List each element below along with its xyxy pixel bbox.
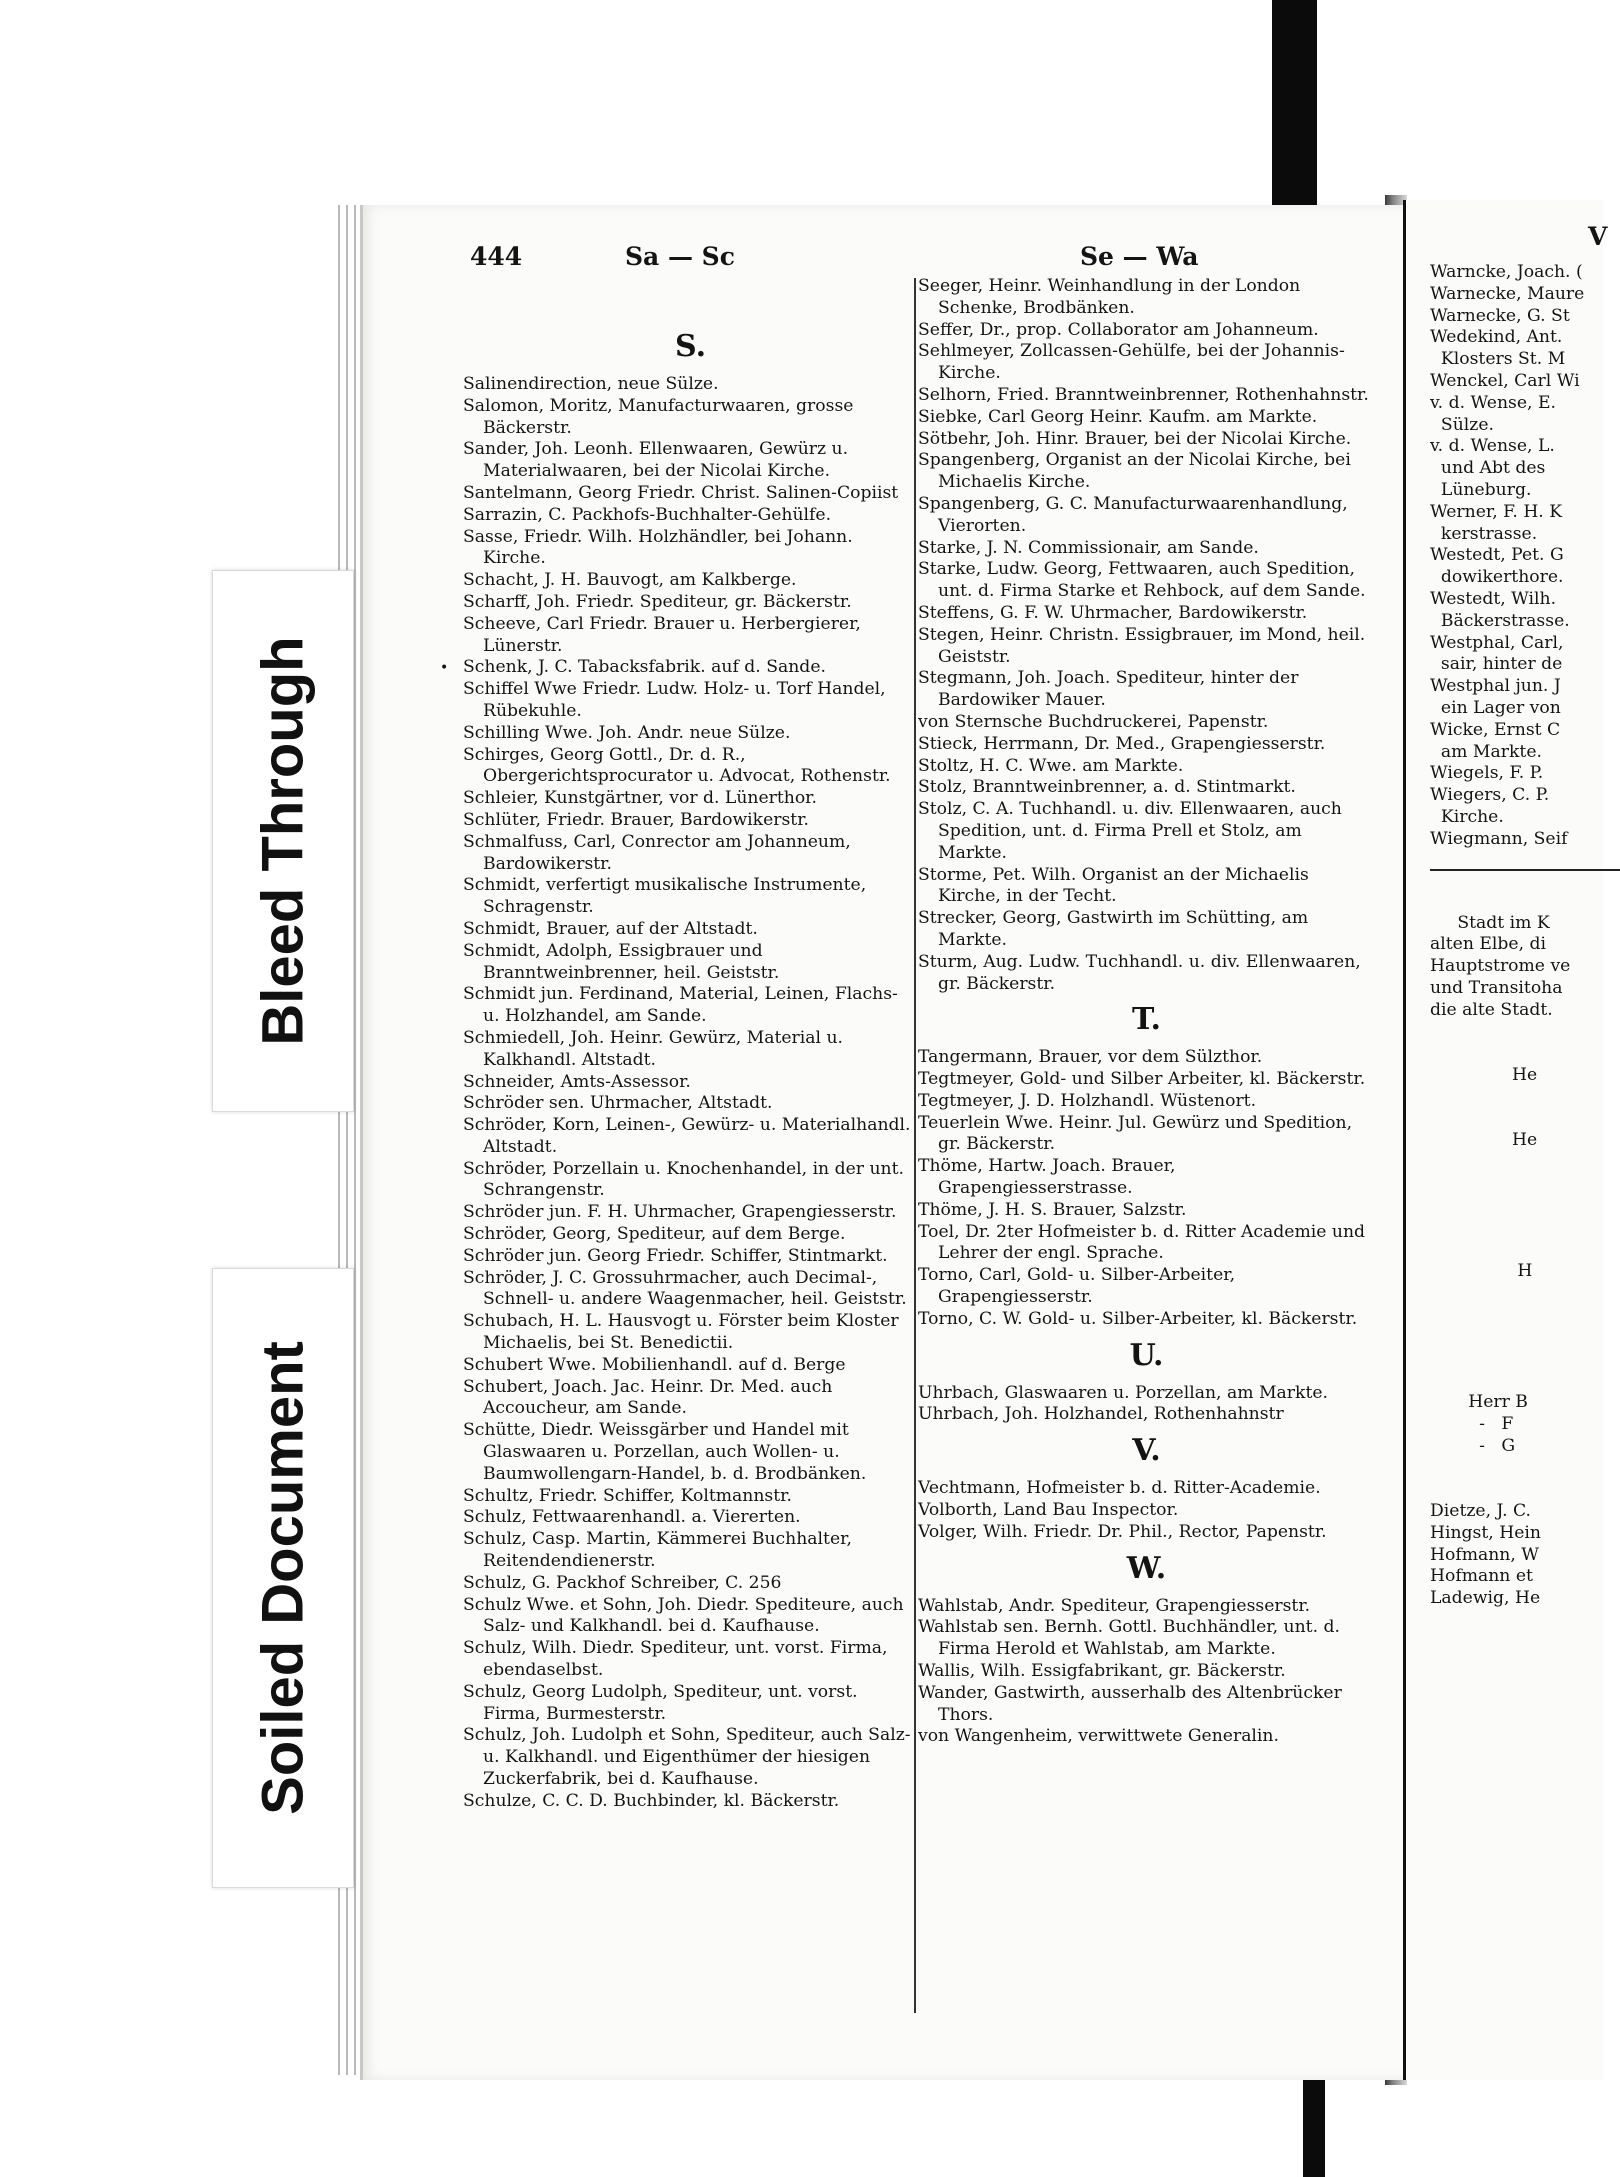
- directory-entry: Schmidt, Adolph, Essigbrauer und Branntweinbrenner, heil. Geiststr.: [463, 940, 780, 983]
- text-fragment: [1430, 1043, 1600, 1065]
- directory-entry-fragment: Wiegers, C. P.: [1430, 785, 1550, 806]
- text-fragment: Hingst, Hein: [1430, 1522, 1541, 1543]
- directory-entry: Stolz, Branntweinbrenner, a. d. Stintmarkt.: [918, 777, 1296, 798]
- directory-entry: Schmidt jun. Ferdinand, Material, Leinen, Flachs- u. Holzhandel, am Sande.: [463, 984, 898, 1027]
- directory-entry: Schilling Wwe. Joh. Andr. neue Sülze.: [463, 722, 791, 743]
- directory-entry: Scharff, Joh. Friedr. Spediteur, gr. Bäckerstr.: [463, 591, 852, 612]
- directory-entry: Schulz, Fettwaarenhandl. a. Viererten.: [463, 1507, 801, 1528]
- directory-entry-fragment: Warnecke, G. St: [1430, 305, 1570, 326]
- text-fragment: [1430, 1152, 1600, 1174]
- directory-entry: Schiffel Wwe Friedr. Ludw. Holz- u. Torf Handel, Rübekuhle.: [463, 679, 886, 721]
- directory-entry: Salomon, Moritz, Manufacturwaaren, grosse Bäckerstr.: [463, 395, 854, 438]
- text-fragment: [1430, 1305, 1600, 1327]
- text-fragment: Stadt im K: [1430, 912, 1550, 933]
- directory-entry-fragment: Westedt, Pet. G: [1430, 545, 1564, 566]
- directory-column-right: [1430, 262, 1600, 1610]
- text-fragment: He: [1430, 1130, 1538, 1151]
- directory-entry-fragment: Klosters St. M: [1430, 349, 1566, 370]
- directory-entry-fragment: v. d. Wense, L.: [1430, 436, 1555, 457]
- directory-entry: Schulz, Georg Ludolph, Spediteur, unt. vorst. Firma, Burmesterstr.: [463, 1681, 858, 1724]
- directory-entry-fragment: v. d. Wense, E.: [1430, 392, 1556, 413]
- directory-entry: Steffens, G. F. W. Uhrmacher, Bardowikerstr.: [918, 602, 1308, 623]
- directory-entry: Schubach, H. L. Hausvogt u. Förster beim Kloster Michaelis, bei St. Benedictii.: [463, 1311, 899, 1354]
- directory-entry-fragment: Wiegmann, Seif: [1430, 828, 1568, 849]
- soiled-document-tag: [212, 1268, 354, 1888]
- directory-entry: Storme, Pet. Wilh. Organist an der Michaelis Kirche, in der Techt.: [918, 864, 1309, 907]
- directory-entry: Uhrbach, Joh. Holzhandel, Rothenhahnstr: [918, 1404, 1284, 1425]
- directory-entry: Sötbehr, Joh. Hinr. Brauer, bei der Nicolai Kirche.: [918, 428, 1352, 449]
- directory-entry: Spangenberg, Organist an der Nicolai Kirche, bei Michaelis Kirche.: [918, 450, 1351, 493]
- text-fragment: [1430, 1283, 1600, 1305]
- directory-entry: Schulz Wwe. et Sohn, Joh. Diedr. Spediteure, auch Salz- und Kalkhandl. bei d. Kaufhause.: [463, 1594, 904, 1637]
- directory-entry: Schulz, Casp. Martin, Kämmerei Buchhalter, Reitendendienerstr.: [463, 1529, 852, 1572]
- directory-entry-fragment: Wenckel, Carl Wi: [1430, 370, 1580, 391]
- text-fragment: [1430, 1087, 1600, 1109]
- directory-entry: Schröder, Korn, Leinen-, Gewürz- u. Materialhandl. Altstadt.: [463, 1115, 911, 1157]
- directory-entry: Schmidt, Brauer, auf der Altstadt.: [463, 918, 758, 939]
- directory-entry: Sarrazin, C. Packhofs-Buchhalter-Gehülfe.: [463, 504, 832, 525]
- section-letter: S.: [674, 329, 707, 364]
- directory-entry: Schmidt, verfertigt musikalische Instrumente, Schragenstr.: [463, 875, 867, 918]
- directory-entry: Wahlstab, Andr. Spediteur, Grapengiesserstr.: [918, 1595, 1311, 1616]
- text-fragment: Hofmann, W: [1430, 1544, 1539, 1565]
- directory-entry: Schacht, J. H. Bauvogt, am Kalkberge.: [463, 570, 797, 591]
- directory-entry: Wander, Gastwirth, ausserhalb des Altenbrücker Thors.: [918, 1682, 1342, 1725]
- section-letter: W.: [1126, 1550, 1167, 1586]
- soiled-document-label: Soiled Document: [250, 1341, 316, 1815]
- directory-entry: von Wangenheim, verwittwete Generalin.: [918, 1726, 1279, 1747]
- directory-entry: Schenk, J. C. Tabacksfabrik. auf d. Sande.: [463, 657, 826, 678]
- directory-entry: Starke, Ludw. Georg, Fettwaaren, auch Spedition, unt. d. Firma Starke et Rehbock, auf dem Sande.: [918, 559, 1366, 602]
- directory-entry: von Sternsche Buchdruckerei, Papenstr.: [918, 711, 1269, 732]
- directory-column-middle: [918, 276, 1375, 1748]
- directory-entry: Thöme, J. H. S. Brauer, Salzstr.: [918, 1199, 1187, 1220]
- right-page-header: V: [1588, 222, 1608, 251]
- text-fragment: und Transitoha: [1430, 977, 1563, 998]
- directory-entry: Wahlstab sen. Bernh. Gottl. Buchhändler, unt. d. Firma Herold et Wahlstab, am Markte.: [918, 1617, 1340, 1660]
- text-fragment: [1430, 1327, 1600, 1349]
- directory-entry: Spangenberg, G. C. Manufacturwaarenhandlung, Vierorten.: [918, 493, 1348, 536]
- text-fragment: Dietze, J. C.: [1430, 1501, 1531, 1522]
- directory-entry-fragment: am Markte.: [1430, 741, 1542, 762]
- left-header-range: Sa — Sc: [625, 242, 735, 271]
- directory-entry: Tegtmeyer, J. D. Holzhandl. Wüstenort.: [918, 1090, 1257, 1111]
- bleed-through-label: Bleed Through: [250, 636, 316, 1046]
- directory-entry-fragment: Warncke, Joach. (: [1430, 262, 1583, 282]
- directory-entry: Schröder, Georg, Spediteur, auf dem Berge.: [463, 1224, 846, 1245]
- directory-entry: Schubert, Joach. Jac. Heinr. Dr. Med. auch Accoucheur, am Sande.: [463, 1376, 833, 1419]
- text-fragment: H: [1430, 1261, 1533, 1282]
- directory-entry: Teuerlein Wwe. Heinr. Jul. Gewürz und Spedition, gr. Bäckerstr.: [918, 1112, 1353, 1155]
- directory-entry-fragment: Sülze.: [1430, 414, 1494, 435]
- text-fragment: Herr B: [1430, 1392, 1528, 1413]
- text-fragment: [1430, 1348, 1600, 1370]
- text-fragment: [1430, 1239, 1600, 1261]
- directory-entry-fragment: Westphal, Carl,: [1430, 632, 1564, 653]
- directory-entry: Salinendirection, neue Sülze.: [463, 374, 719, 394]
- directory-entry: Seeger, Heinr. Weinhandlung in der London Schenke, Brodbänken.: [918, 276, 1301, 318]
- directory-entry: Sehlmeyer, Zollcassen-Gehülfe, bei der Johannis-Kirche.: [918, 341, 1345, 384]
- text-fragment: [1430, 1174, 1600, 1196]
- text-fragment: - G: [1430, 1435, 1516, 1456]
- directory-entry: Stolz, C. A. Tuchhandl. u. div. Ellenwaaren, auch Spedition, unt. d. Firma Prell et Stolz, am Markte.: [918, 799, 1342, 863]
- directory-entry: Toel, Dr. 2ter Hofmeister b. d. Ritter Academie und Lehrer der engl. Sprache.: [918, 1221, 1366, 1264]
- directory-entry: Uhrbach, Glaswaaren u. Porzellan, am Markte.: [918, 1382, 1328, 1403]
- directory-entry: Selhorn, Fried. Branntweinbrenner, Rothenhahnstr.: [918, 384, 1369, 405]
- directory-entry: Schmiedell, Joh. Heinr. Gewürz, Material u. Kalkhandl. Altstadt.: [463, 1027, 844, 1070]
- margin-mark: •: [440, 660, 449, 676]
- directory-entry: Schröder sen. Uhrmacher, Altstadt.: [463, 1093, 773, 1114]
- directory-entry-fragment: kerstrasse.: [1430, 523, 1538, 544]
- text-fragment: die alte Stadt.: [1430, 999, 1553, 1020]
- directory-entry: Schröder jun. Georg Friedr. Schiffer, Stintmarkt.: [463, 1245, 888, 1266]
- directory-entry: Schulz, G. Packhof Schreiber, C. 256: [463, 1572, 782, 1593]
- text-fragment: [1430, 1218, 1600, 1240]
- directory-entry: Seffer, Dr., prop. Collaborator am Johanneum.: [918, 319, 1319, 340]
- directory-entry: Schneider, Amts-Assessor.: [463, 1071, 691, 1092]
- directory-entry: Thöme, Hartw. Joach. Brauer, Grapengiesserstrasse.: [918, 1156, 1176, 1199]
- right-header-range: Se — Wa: [1080, 242, 1199, 271]
- text-fragment: - F: [1430, 1413, 1514, 1434]
- directory-entry: Schröder, J. C. Grossuhrmacher, auch Decimal-, Schnell- u. andere Waagenmacher, heil. Geiststr.: [463, 1267, 907, 1310]
- page-number: 444: [470, 242, 523, 271]
- bleed-through-tag: [212, 570, 354, 1112]
- directory-entry: Schmalfuss, Carl, Conrector am Johanneum, Bardowikerstr.: [463, 831, 851, 874]
- text-fragment: He: [1430, 1065, 1538, 1086]
- directory-entry-fragment: Wicke, Ernst C: [1430, 719, 1561, 740]
- directory-entry-fragment: Warnecke, Maure: [1430, 283, 1585, 304]
- directory-entry: Starke, J. N. Commissionair, am Sande.: [918, 537, 1259, 558]
- directory-column-left: [463, 322, 918, 1813]
- directory-entry: Schulze, C. C. D. Buchbinder, kl. Bäckerstr.: [463, 1790, 840, 1811]
- directory-entry: Sturm, Aug. Ludw. Tuchhandl. u. div. Ellenwaaren, gr. Bäckerstr.: [918, 951, 1361, 994]
- directory-entry: Schütte, Diedr. Weissgärber und Handel mit Glaswaaren u. Porzellan, auch Wollen- u. Baumwollengarn-Handel, b. d. Brodbänken.: [463, 1420, 867, 1484]
- directory-entry-fragment: Wiegels, F. P.: [1430, 763, 1544, 784]
- directory-entry-fragment: Westedt, Wilh.: [1430, 588, 1557, 609]
- directory-entry: Sasse, Friedr. Wilh. Holzhändler, bei Johann. Kirche.: [463, 526, 853, 569]
- directory-entry: Schröder jun. F. H. Uhrmacher, Grapengiesserstr.: [463, 1202, 897, 1223]
- directory-entry-fragment: sair, hinter de: [1430, 654, 1563, 675]
- directory-entry: Torno, C. W. Gold- u. Silber-Arbeiter, kl. Bäckerstr.: [918, 1308, 1358, 1329]
- text-fragment: [1430, 1109, 1600, 1131]
- directory-entry: Schröder, Porzellain u. Knochenhandel, in der unt. Schrangenstr.: [463, 1158, 904, 1201]
- directory-entry: Strecker, Georg, Gastwirth im Schütting, am Markte.: [918, 908, 1309, 950]
- directory-entry: Schirges, Georg Gottl., Dr. d. R., Obergerichtsprocurator u. Advocat, Rothenstr.: [463, 744, 891, 787]
- text-fragment: [1430, 1196, 1600, 1218]
- directory-entry-fragment: Wedekind, Ant.: [1430, 327, 1563, 348]
- directory-entry: Schleier, Kunstgärtner, vor d. Lünerthor.: [463, 788, 817, 809]
- directory-entry: Stoltz, H. C. Wwe. am Markte.: [918, 755, 1184, 776]
- directory-entry-fragment: Westphal jun. J: [1430, 676, 1561, 697]
- directory-entry: Stegmann, Joh. Joach. Spediteur, hinter der Bardowiker Mauer.: [918, 668, 1299, 711]
- text-fragment: [1430, 1022, 1600, 1044]
- text-fragment: Hofmann et: [1430, 1566, 1533, 1587]
- section-rule: [1430, 869, 1620, 871]
- directory-entry-fragment: Lüneburg.: [1430, 479, 1532, 500]
- directory-entry: Volger, Wilh. Friedr. Dr. Phil., Rector, Papenstr.: [918, 1521, 1327, 1542]
- directory-entry-fragment: dowikerthore.: [1430, 567, 1564, 588]
- section-letter: U.: [1129, 1337, 1164, 1373]
- text-fragment: [1430, 1479, 1600, 1501]
- text-fragment: [1430, 1370, 1600, 1392]
- binding-strip-top: [1272, 0, 1317, 205]
- section-letter: V.: [1132, 1433, 1161, 1469]
- text-fragment: alten Elbe, di: [1430, 934, 1546, 955]
- directory-entry-fragment: Werner, F. H. K: [1430, 501, 1563, 522]
- text-fragment: [1430, 1457, 1600, 1479]
- directory-entry: Stegen, Heinr. Christn. Essigbrauer, im Mond, heil. Geiststr.: [918, 624, 1366, 667]
- directory-entry-fragment: Bäckerstrasse.: [1430, 610, 1570, 631]
- directory-entry: Schulz, Joh. Ludolph et Sohn, Spediteur, auch Salz- u. Kalkhandl. und Eigenthümer der hiesigen Zuckerfabrik, bei d. Kaufhause.: [463, 1725, 911, 1789]
- directory-entry: Schlüter, Friedr. Brauer, Bardowikerstr.: [463, 809, 809, 830]
- directory-entry: Scheeve, Carl Friedr. Brauer u. Herbergierer, Lünerstr.: [463, 613, 861, 656]
- directory-entry: Schultz, Friedr. Schiffer, Koltmannstr.: [463, 1485, 792, 1506]
- directory-entry: Schulz, Wilh. Diedr. Spediteur, unt. vorst. Firma, ebendaselbst.: [463, 1638, 888, 1681]
- directory-entry-fragment: und Abt des: [1430, 458, 1546, 479]
- directory-entry: Wallis, Wilh. Essigfabrikant, gr. Bäckerstr.: [918, 1661, 1286, 1682]
- binding-strip-bottom: [1303, 2080, 1325, 2177]
- directory-entry: Schubert Wwe. Mobilienhandl. auf d. Berge: [463, 1354, 846, 1375]
- directory-entry: Stieck, Herrmann, Dr. Med., Grapengiesserstr.: [918, 733, 1326, 754]
- directory-entry-fragment: ein Lager von: [1430, 697, 1561, 718]
- directory-entry: Volborth, Land Bau Inspector.: [918, 1500, 1179, 1521]
- directory-entry: Torno, Carl, Gold- u. Silber-Arbeiter, Grapengiesserstr.: [918, 1265, 1236, 1308]
- directory-entry: Siebke, Carl Georg Heinr. Kaufm. am Markte.: [918, 406, 1318, 427]
- section-letter: T.: [1132, 1002, 1161, 1038]
- directory-entry-fragment: Kirche.: [1430, 806, 1504, 827]
- page-edge-3: [354, 205, 356, 2075]
- text-fragment: Ladewig, He: [1430, 1588, 1541, 1609]
- text-fragment: Hauptstrome ve: [1430, 956, 1571, 977]
- directory-entry: Tangermann, Brauer, vor dem Sülzthor.: [918, 1047, 1263, 1068]
- directory-entry: Santelmann, Georg Friedr. Christ. Salinen-Copiist: [463, 482, 899, 503]
- directory-entry: Sander, Joh. Leonh. Ellenwaaren, Gewürz u. Materialwaaren, bei der Nicolai Kirche.: [463, 439, 849, 482]
- directory-entry: Vechtmann, Hofmeister b. d. Ritter-Academie.: [918, 1478, 1321, 1499]
- directory-entry: Tegtmeyer, Gold- und Silber Arbeiter, kl. Bäckerstr.: [918, 1069, 1366, 1090]
